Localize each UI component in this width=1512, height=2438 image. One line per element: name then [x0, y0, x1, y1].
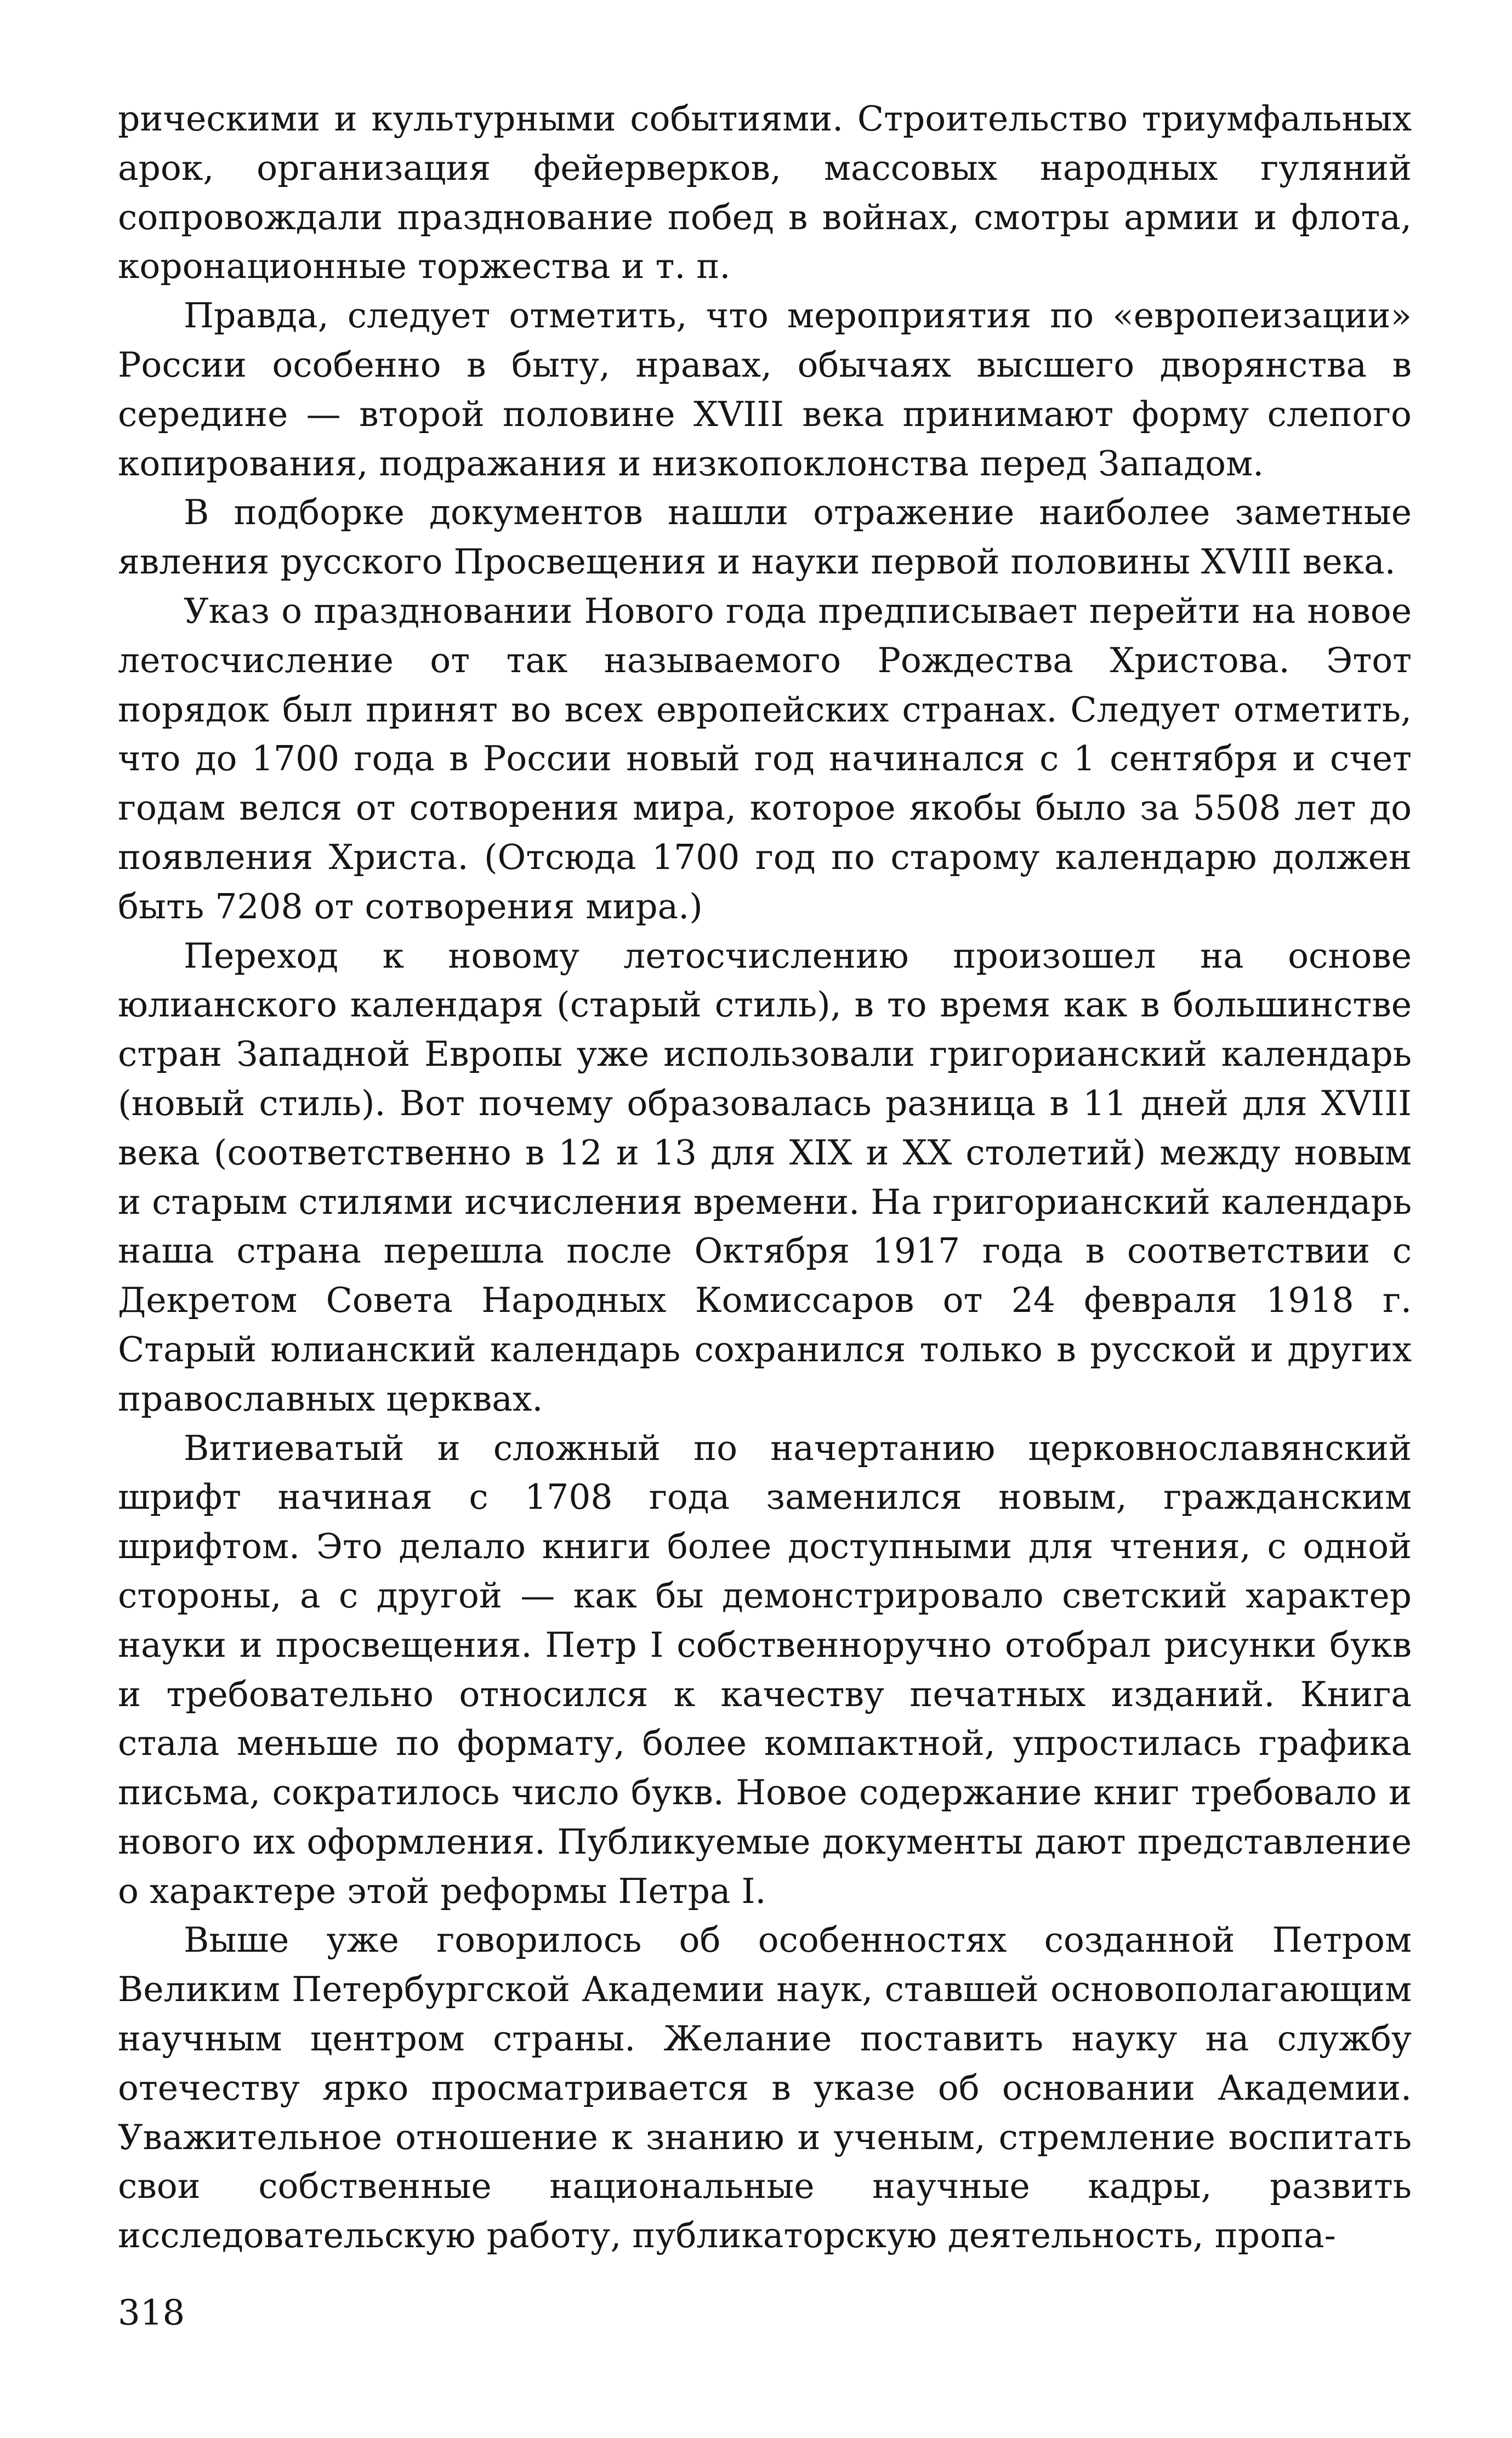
body-text: [118, 94, 1412, 2260]
paragraph: Витиеватый и сложный по начертанию церковнославянский шрифт начиная с 1708 года заменился новым, гражданским шрифтом. Это делало книги более доступными для чтения, с одной стороны, а с другой — как бы демонстрировало светский характер науки и просвещения. Петр I собственноручно отобрал рисунки букв и требовательно относился к качеству печатных изданий. Книга стала меньше по формату, более компактной, упростилась графика письма, сократилось число букв. Новое содержание книг требовало и нового их оформления. Публикуемые документы дают представление о характере этой реформы Петра I.: [118, 1428, 1412, 1911]
paragraph: Указ о праздновании Нового года предписывает перейти на новое летосчисление от так называемого Рождества Христова. Этот порядок был принят во всех европейских странах. Следует отметить, что до 1700 года в России новый год начинался с 1 сентября и счет годам велся от сотворения мира, которое якобы было за 5508 лет до появления Христа. (Отсюда 1700 год по старому календарю должен быть 7208 от сотворения мира.): [118, 590, 1412, 927]
page-number: 318: [118, 2293, 185, 2333]
book-page: [118, 94, 1412, 2386]
paragraph: Переход к новому летосчислению произошел на основе юлианского календаря (старый стиль), в то время как в большинстве стран Западной Европы уже использовали григорианский календарь (новый стиль). Вот почему образовалась разница в 11 дней для XVIII века (соответственно в 12 и 13 для XIX и XX столетий) между новым и старым стилями исчисления времени. На григорианский календарь наша страна перешла после Октября 1917 года в соответствии с Декретом Совета Народных Комиссаров от 24 февраля 1918 г. Старый юлианский календарь сохранился только в русской и других православных церквах.: [118, 935, 1412, 1419]
paragraph: Правда, следует отметить, что мероприятия по «европеизации» России особенно в быту, нравах, обычаях высшего дворянства в середине — второй половине XVIII века принимают форму слепого копирования, подражания и низкопоклонства перед Западом.: [118, 295, 1412, 484]
paragraph: рическими и культурными событиями. Строительство триумфальных арок, организация фейерверков, массовых народных гуляний сопровождали празднование побед в войнах, смотры армии и флота, коронационные торжества и т. п.: [118, 99, 1412, 287]
paragraph: Выше уже говорилось об особенностях созданной Петром Великим Петербургской Академии наук, ставшей основополагающим научным центром страны. Желание поставить науку на службу отечеству ярко просматривается в указе об основании Академии. Уважительное отношение к знанию и ученым, стремление воспитать свои собственные национальные научные кадры, развить исследовательскую работу, публикаторскую деятельность, пропа-: [118, 1920, 1412, 2256]
paragraph: В подборке документов нашли отражение наиболее заметные явления русского Просвещения и науки первой половины XVIII века.: [118, 492, 1412, 582]
